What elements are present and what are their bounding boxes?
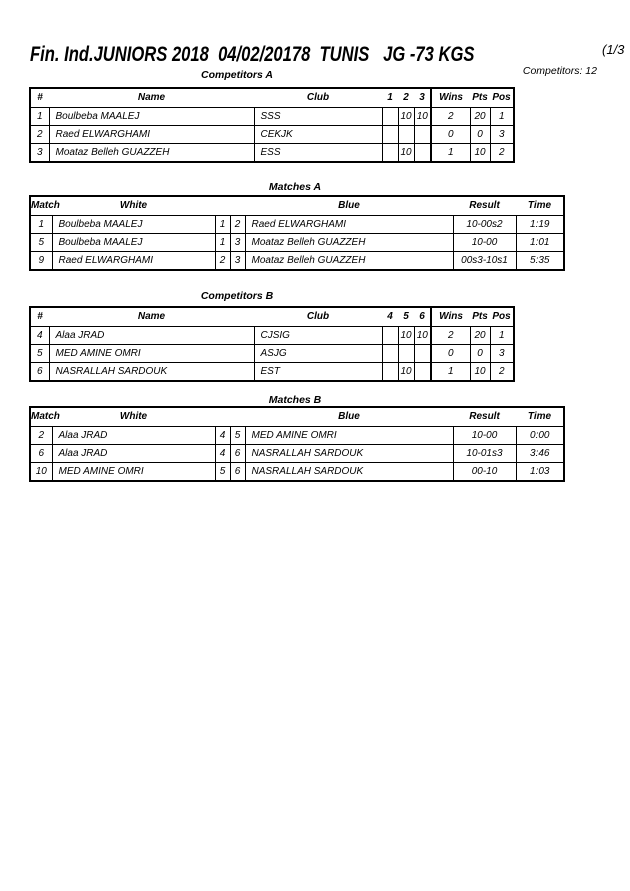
match-number: 1 — [30, 216, 52, 234]
score-vs-1 — [382, 144, 398, 163]
score-vs-5: 10 — [398, 363, 414, 382]
col-header-pts: Pts — [470, 307, 490, 327]
competitor-pts: 20 — [470, 327, 490, 345]
competitor-club: ESS — [254, 144, 382, 163]
col-header-wins: Wins — [431, 88, 470, 108]
blue-seed: 3 — [230, 252, 245, 271]
competitor-pos: 1 — [490, 108, 514, 126]
white-name: Alaa JRAD — [52, 427, 215, 445]
competitor-wins: 0 — [431, 126, 470, 144]
competitor-pts: 10 — [470, 363, 490, 382]
col-header-white: White — [52, 407, 215, 427]
score-vs-1 — [382, 126, 398, 144]
score-vs-5 — [398, 345, 414, 363]
score-vs-2: 10 — [398, 108, 414, 126]
match-time: 1:01 — [516, 234, 564, 252]
competitor-wins: 2 — [431, 327, 470, 345]
competitor-wins: 1 — [431, 363, 470, 382]
match-result: 10-00 — [453, 234, 516, 252]
section-label-matches-a: Matches A — [268, 181, 322, 193]
competitor-name: Moataz Belleh GUAZZEH — [49, 144, 254, 163]
white-name: Alaa JRAD — [52, 445, 215, 463]
score-vs-4 — [382, 363, 398, 382]
blue-seed: 6 — [230, 445, 245, 463]
col-header-name: Name — [49, 88, 254, 108]
col-header-opp3: 3 — [414, 88, 431, 108]
blue-name: MED AMINE OMRI — [245, 427, 453, 445]
white-name: MED AMINE OMRI — [52, 463, 215, 482]
col-header-white-num — [215, 407, 230, 427]
match-time: 1:19 — [516, 216, 564, 234]
col-header-pos: Pos — [490, 88, 514, 108]
blue-seed: 2 — [230, 216, 245, 234]
match-result: 10-00 — [453, 427, 516, 445]
score-vs-3 — [414, 126, 431, 144]
match-result: 10-00s2 — [453, 216, 516, 234]
competitor-pos: 1 — [490, 327, 514, 345]
col-header-num: # — [30, 307, 49, 327]
table-header-row — [30, 196, 564, 216]
match-time: 0:00 — [516, 427, 564, 445]
competitor-name: NASRALLAH SARDOUK — [49, 363, 254, 382]
white-name: Boulbeba MAALEJ — [52, 234, 215, 252]
blue-name: Moataz Belleh GUAZZEH — [245, 234, 453, 252]
blue-name: Raed ELWARGHAMI — [245, 216, 453, 234]
score-vs-2 — [398, 126, 414, 144]
page-title: Fin. Ind.JUNIORS 2018 04/02/20178 TUNIS JG -73 KGS — [30, 43, 475, 66]
match-result: 00-10 — [453, 463, 516, 482]
white-name: Boulbeba MAALEJ — [52, 216, 215, 234]
col-header-opp1: 1 — [382, 88, 398, 108]
white-seed: 5 — [215, 463, 230, 482]
match-result: 00s3-10s1 — [453, 252, 516, 271]
score-vs-3: 10 — [414, 108, 431, 126]
col-header-result: Result — [453, 196, 516, 216]
competitor-wins: 0 — [431, 345, 470, 363]
white-seed: 4 — [215, 445, 230, 463]
competitor-pts: 0 — [470, 345, 490, 363]
matches-a-table — [29, 195, 565, 271]
competitor-wins: 2 — [431, 108, 470, 126]
col-header-blue: Blue — [245, 407, 453, 427]
match-number: 6 — [30, 445, 52, 463]
competitor-pos: 3 — [490, 126, 514, 144]
col-header-result: Result — [453, 407, 516, 427]
col-header-time: Time — [516, 407, 564, 427]
competitor-club: SSS — [254, 108, 382, 126]
table-header-row — [30, 307, 514, 327]
section-label-competitors-b: Competitors B — [200, 290, 274, 302]
score-vs-6 — [414, 363, 431, 382]
competitor-pos: 2 — [490, 363, 514, 382]
score-vs-4 — [382, 327, 398, 345]
competitor-name: Alaa JRAD — [49, 327, 254, 345]
table-row — [30, 108, 514, 126]
col-header-match: Match — [30, 407, 52, 427]
table-header-row — [30, 88, 514, 108]
match-number: 10 — [30, 463, 52, 482]
score-vs-2: 10 — [398, 144, 414, 163]
score-vs-5: 10 — [398, 327, 414, 345]
match-time: 3:46 — [516, 445, 564, 463]
table-row — [30, 126, 514, 144]
competitor-number: 4 — [30, 327, 49, 345]
page-number: (1/3 — [602, 42, 625, 57]
score-vs-4 — [382, 345, 398, 363]
col-header-num: # — [30, 88, 49, 108]
blue-name: NASRALLAH SARDOUK — [245, 463, 453, 482]
match-number: 9 — [30, 252, 52, 271]
match-time: 1:03 — [516, 463, 564, 482]
col-header-white-num — [215, 196, 230, 216]
score-vs-3 — [414, 144, 431, 163]
matches-b-table — [29, 406, 565, 482]
score-vs-6: 10 — [414, 327, 431, 345]
col-header-white: White — [52, 196, 215, 216]
col-header-opp5: 5 — [398, 307, 414, 327]
table-row — [30, 216, 564, 234]
table-row — [30, 345, 514, 363]
col-header-name: Name — [49, 307, 254, 327]
col-header-club: Club — [254, 88, 382, 108]
table-row — [30, 463, 564, 482]
competitors-total: Competitors: 12 — [522, 65, 597, 77]
table-row — [30, 427, 564, 445]
white-seed: 1 — [215, 216, 230, 234]
blue-name: Moataz Belleh GUAZZEH — [245, 252, 453, 271]
white-seed: 1 — [215, 234, 230, 252]
competitors-a-table — [29, 87, 515, 163]
competitor-name: Raed ELWARGHAMI — [49, 126, 254, 144]
competitor-pos: 2 — [490, 144, 514, 163]
match-number: 5 — [30, 234, 52, 252]
competitor-wins: 1 — [431, 144, 470, 163]
table-row — [30, 252, 564, 271]
col-header-opp4: 4 — [382, 307, 398, 327]
white-seed: 2 — [215, 252, 230, 271]
competitor-pts: 20 — [470, 108, 490, 126]
table-row — [30, 445, 564, 463]
competitor-club: ASJG — [254, 345, 382, 363]
competitor-pts: 10 — [470, 144, 490, 163]
col-header-match: Match — [30, 196, 52, 216]
competitor-club: CEKJK — [254, 126, 382, 144]
competitor-pos: 3 — [490, 345, 514, 363]
competitor-name: MED AMINE OMRI — [49, 345, 254, 363]
col-header-blue: Blue — [245, 196, 453, 216]
col-header-blue-num — [230, 407, 245, 427]
competitor-number: 5 — [30, 345, 49, 363]
competitor-club: EST — [254, 363, 382, 382]
blue-name: NASRALLAH SARDOUK — [245, 445, 453, 463]
blue-seed: 5 — [230, 427, 245, 445]
white-name: Raed ELWARGHAMI — [52, 252, 215, 271]
score-vs-6 — [414, 345, 431, 363]
col-header-opp2: 2 — [398, 88, 414, 108]
table-row — [30, 234, 564, 252]
competitor-number: 2 — [30, 126, 49, 144]
col-header-pos: Pos — [490, 307, 514, 327]
col-header-time: Time — [516, 196, 564, 216]
competitor-pts: 0 — [470, 126, 490, 144]
table-row — [30, 327, 514, 345]
score-vs-1 — [382, 108, 398, 126]
blue-seed: 3 — [230, 234, 245, 252]
col-header-club: Club — [254, 307, 382, 327]
col-header-wins: Wins — [431, 307, 470, 327]
match-time: 5:35 — [516, 252, 564, 271]
competitor-number: 6 — [30, 363, 49, 382]
table-header-row — [30, 407, 564, 427]
col-header-opp6: 6 — [414, 307, 431, 327]
competitors-b-table — [29, 306, 515, 382]
table-row — [30, 144, 514, 163]
col-header-blue-num — [230, 196, 245, 216]
competitor-name: Boulbeba MAALEJ — [49, 108, 254, 126]
blue-seed: 6 — [230, 463, 245, 482]
match-result: 10-01s3 — [453, 445, 516, 463]
match-number: 2 — [30, 427, 52, 445]
table-row — [30, 363, 514, 382]
white-seed: 4 — [215, 427, 230, 445]
col-header-pts: Pts — [470, 88, 490, 108]
section-label-matches-b: Matches B — [268, 394, 322, 406]
competitor-number: 3 — [30, 144, 49, 163]
competitor-number: 1 — [30, 108, 49, 126]
competitor-club: CJSIG — [254, 327, 382, 345]
section-label-competitors-a: Competitors A — [201, 69, 273, 81]
